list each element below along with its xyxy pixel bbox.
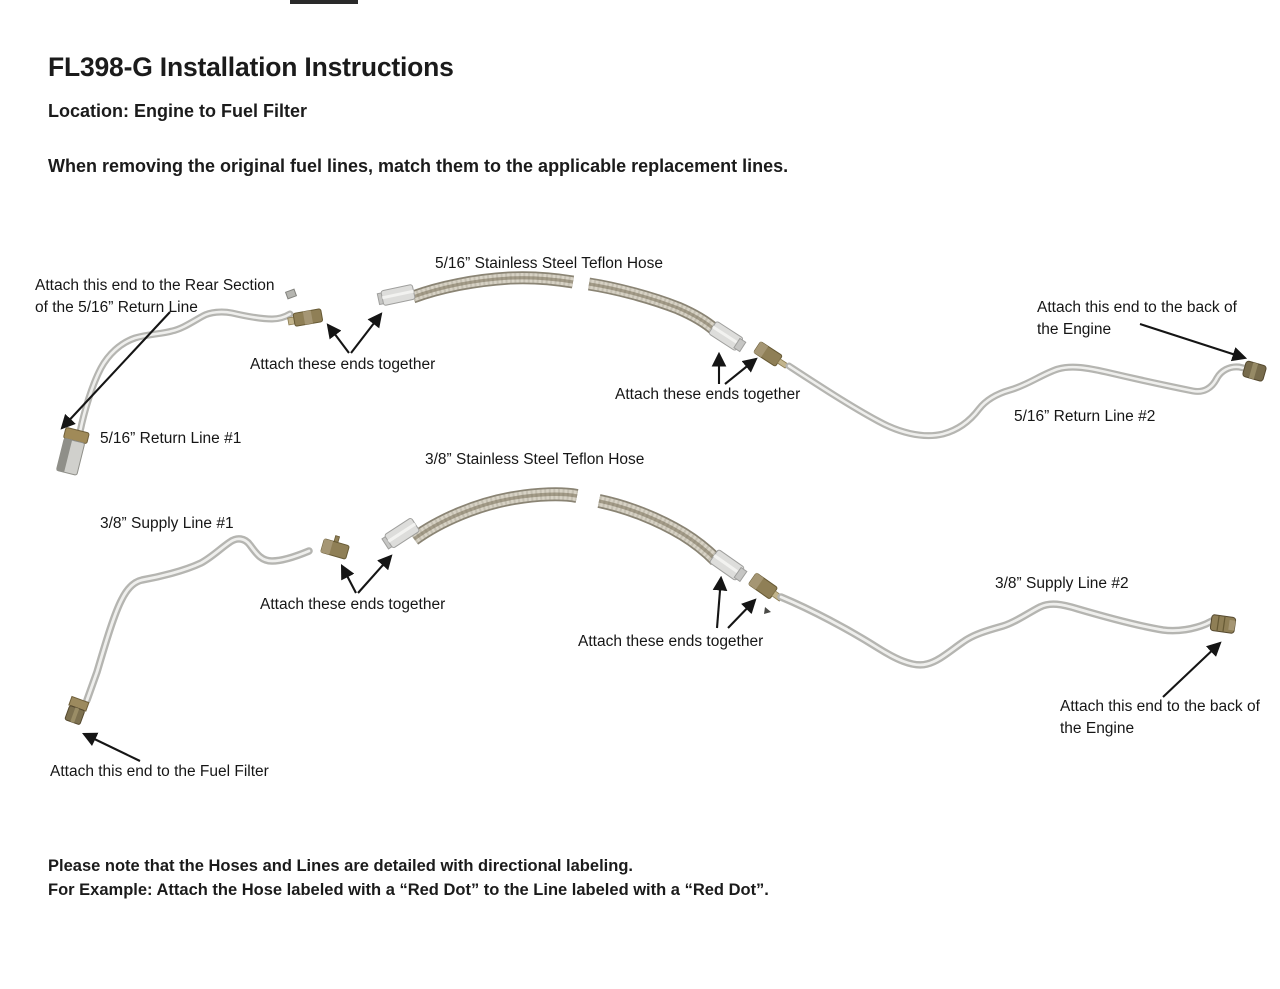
footer-notes: [48, 855, 769, 902]
supply-line-1-end-fitting: [64, 697, 89, 726]
label-attach-back-engine-top-line1: Attach this end to the back of: [1037, 299, 1237, 316]
label-return-line-1: 5/16” Return Line #1: [100, 430, 242, 447]
teflon-hose-5-16: [377, 278, 747, 353]
supply-line-2-tube: [781, 597, 1212, 665]
label-attach-rear-section-line2: of the 5/16” Return Line: [35, 299, 198, 316]
label-attach-ends-bottom-right: Attach these ends together: [578, 633, 764, 650]
label-attach-back-engine-top-line2: the Engine: [1037, 321, 1112, 338]
location-line: Location: Engine to Fuel Filter: [48, 101, 307, 121]
label-attach-ends-top-right: Attach these ends together: [615, 386, 801, 403]
brass-fitting-top-left: [287, 309, 323, 328]
label-return-line-2: 5/16” Return Line #2: [1014, 408, 1156, 425]
label-hose-5-16: 5/16” Stainless Steel Teflon Hose: [435, 255, 664, 272]
label-supply-line-1: 3/8” Supply Line #1: [100, 515, 234, 532]
label-attach-back-engine-top: [1037, 297, 1237, 341]
brass-fitting-top-right: [754, 341, 790, 371]
label-attach-ends-top-left: Attach these ends together: [250, 356, 436, 373]
footer-note-line2: For Example: Attach the Hose labeled with a “Red Dot” to the Line labeled with a “Red Dot”.: [48, 880, 769, 899]
label-hose-3-8: 3/8” Stainless Steel Teflon Hose: [425, 451, 645, 468]
small-mark: [764, 607, 771, 614]
return-line-1-end-fitting: [55, 427, 89, 475]
label-attach-fuel-filter: Attach this end to the Fuel Filter: [50, 763, 269, 780]
supply-line-1-tube: [87, 539, 309, 700]
instruction-line: When removing the original fuel lines, match them to the applicable replacement lines.: [48, 156, 789, 176]
label-attach-ends-bottom-left: Attach these ends together: [260, 596, 446, 613]
label-supply-line-2: 3/8” Supply Line #2: [995, 575, 1129, 592]
label-attach-rear-section: [35, 275, 275, 319]
small-clip: [286, 289, 297, 299]
brass-fitting-bottom-left: [321, 533, 352, 559]
label-attach-back-engine-bottom-line2: the Engine: [1060, 720, 1135, 737]
page-title: FL398-G Installation Instructions: [48, 52, 454, 82]
supply-line-2-end-fitting: [1210, 614, 1236, 633]
return-line-2-end-fitting: [1242, 361, 1267, 382]
label-attach-back-engine-bottom-line1: Attach this end to the back of: [1060, 698, 1260, 715]
label-attach-rear-section-line1: Attach this end to the Rear Section: [35, 277, 275, 294]
teflon-hose-3-8: [381, 494, 748, 583]
footer-note-line1: Please note that the Hoses and Lines are detailed with directional labeling.: [48, 857, 633, 875]
label-attach-back-engine-bottom: [1060, 696, 1260, 740]
